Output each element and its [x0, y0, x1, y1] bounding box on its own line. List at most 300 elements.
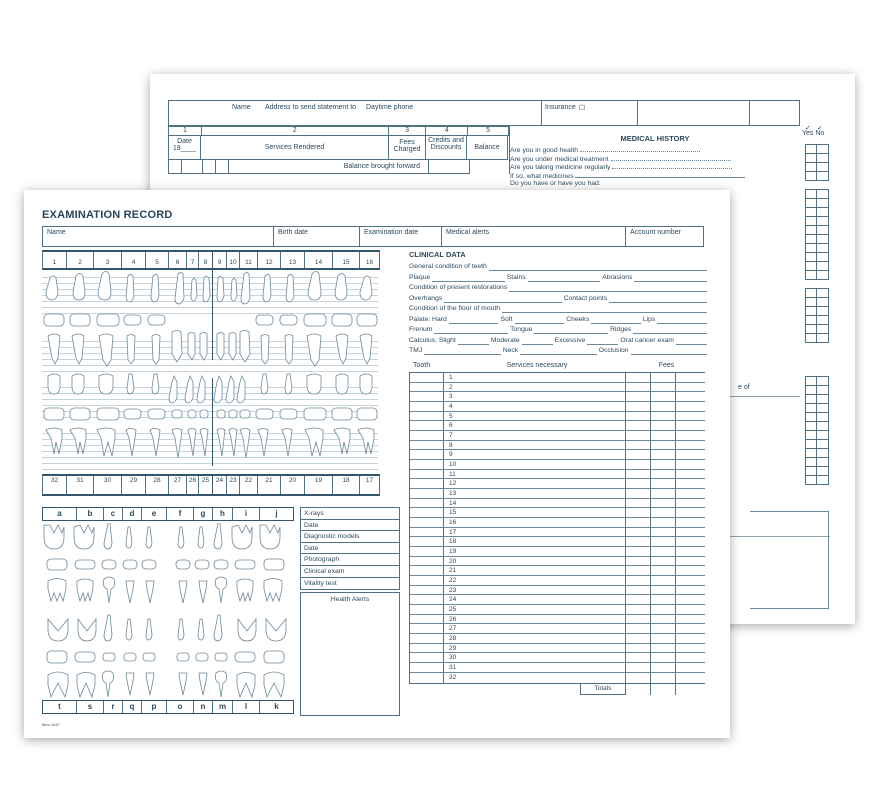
fee-cell[interactable]: [676, 412, 705, 421]
fee-cell[interactable]: [651, 479, 676, 488]
fee-cell[interactable]: [626, 431, 651, 440]
fee-cell[interactable]: [651, 489, 676, 498]
insurance-checkbox[interactable]: ☐: [579, 105, 586, 112]
insurance-cell[interactable]: [541, 101, 638, 125]
table-row: [410, 392, 705, 402]
tooth-cell[interactable]: [410, 615, 444, 624]
table-row: [410, 644, 705, 654]
tooth-number[interactable]: 22: [239, 476, 257, 494]
clinical-data-section: [409, 250, 709, 357]
tooth-cell[interactable]: [410, 412, 444, 421]
header-blank-cell[interactable]: [637, 101, 750, 125]
tooth-cell[interactable]: [410, 431, 444, 440]
table-row: [410, 605, 705, 615]
clinical-line[interactable]: Plaque Stains Abrasions: [409, 273, 709, 284]
fee-cell[interactable]: [651, 499, 676, 508]
partial-question: e of: [738, 384, 750, 391]
col-date-label: Date: [177, 138, 192, 145]
fee-cell[interactable]: [676, 537, 705, 546]
fee-cell[interactable]: [626, 518, 651, 527]
table-row: [410, 431, 705, 441]
table-row: [410, 460, 705, 470]
primary-tooth-letter[interactable]: s: [76, 701, 103, 713]
record-vitality-test[interactable]: Vitality test: [304, 579, 337, 587]
fee-cell[interactable]: [626, 460, 651, 469]
fee-cell[interactable]: [676, 547, 705, 556]
fee-cell[interactable]: [651, 634, 676, 643]
service-cell[interactable]: 20: [444, 557, 626, 566]
name-field[interactable]: Name: [43, 227, 274, 246]
tooth-cell[interactable]: [410, 537, 444, 546]
fee-cell[interactable]: [626, 653, 651, 662]
fee-cell[interactable]: [651, 586, 676, 595]
health-alerts-label: Health Alerts: [330, 596, 370, 603]
fee-cell[interactable]: [676, 615, 705, 624]
service-cell[interactable]: 22: [444, 576, 626, 585]
mh-question: Are you taking medicine regularly: [510, 163, 800, 172]
tooth-number[interactable]: 23: [226, 476, 239, 494]
tooth-number[interactable]: 27: [168, 476, 186, 494]
fee-cell[interactable]: [626, 663, 651, 672]
tooth-number[interactable]: 8: [198, 252, 212, 268]
yes-no-checkboxes[interactable]: [805, 288, 829, 343]
tooth-number[interactable]: 10: [226, 252, 239, 268]
mh-question: Do you have or have you had:: [510, 180, 601, 187]
address-label: Address to send statement to: [265, 104, 357, 111]
tooth-cell[interactable]: [410, 402, 444, 411]
totals-cell[interactable]: [675, 684, 705, 695]
tooth-number[interactable]: 30: [93, 476, 121, 494]
tooth-cell[interactable]: [410, 499, 444, 508]
upper-tooth-number-bar: [42, 250, 380, 270]
tooth-cell[interactable]: [410, 576, 444, 585]
record-xrays[interactable]: X-rays: [301, 508, 399, 520]
tooth-cell[interactable]: [410, 489, 444, 498]
medical-alerts-field[interactable]: Medical alerts: [442, 227, 626, 246]
tooth-cell[interactable]: [410, 605, 444, 614]
service-cell[interactable]: 14: [444, 499, 626, 508]
tooth-cell[interactable]: [410, 441, 444, 450]
ledger-cell[interactable]: [429, 160, 470, 174]
tooth-number[interactable]: 19: [304, 476, 332, 494]
fee-cell[interactable]: [676, 479, 705, 488]
tooth-number[interactable]: 17: [359, 476, 379, 494]
fee-cell[interactable]: [651, 441, 676, 450]
service-cell[interactable]: 2: [444, 383, 626, 392]
service-cell[interactable]: 23: [444, 586, 626, 595]
tooth-number[interactable]: 11: [239, 252, 257, 268]
primary-tooth-letter[interactable]: t: [58, 702, 61, 711]
clinical-line[interactable]: TMJ Neck Occlusion: [409, 346, 709, 357]
fee-cell[interactable]: [651, 412, 676, 421]
tooth-number[interactable]: 14: [304, 252, 332, 268]
service-cell[interactable]: 27: [444, 624, 626, 633]
tooth-cell[interactable]: [410, 624, 444, 633]
fee-cell[interactable]: [676, 673, 705, 683]
yes-no-checkboxes[interactable]: [805, 376, 829, 485]
fee-cell[interactable]: [651, 547, 676, 556]
fee-cell[interactable]: [676, 576, 705, 585]
fee-cell[interactable]: [626, 615, 651, 624]
service-cell[interactable]: 25: [444, 605, 626, 614]
ledger-cell[interactable]: [216, 160, 229, 174]
fee-cell[interactable]: [626, 441, 651, 450]
fee-cell[interactable]: [676, 460, 705, 469]
service-cell[interactable]: 1: [444, 373, 626, 382]
yes-no-checkboxes[interactable]: [805, 144, 829, 181]
fee-cell[interactable]: [651, 673, 676, 683]
totals-cell[interactable]: [625, 684, 650, 695]
service-cell[interactable]: 19: [444, 547, 626, 556]
fee-cell[interactable]: [651, 624, 676, 633]
tooth-number[interactable]: 29: [121, 476, 145, 494]
services-table-header: [409, 362, 705, 372]
fee-cell[interactable]: [626, 373, 651, 382]
tooth-cell[interactable]: [410, 421, 444, 430]
service-cell[interactable]: 31: [444, 663, 626, 672]
check-icon: ✓: [816, 125, 823, 132]
tooth-cell[interactable]: [410, 479, 444, 488]
fee-cell[interactable]: [626, 392, 651, 401]
primary-tooth-letter[interactable]: i: [232, 508, 259, 520]
table-row: [410, 402, 705, 412]
fee-cell[interactable]: [651, 421, 676, 430]
service-cell[interactable]: 17: [444, 528, 626, 537]
tooth-number[interactable]: 18: [332, 476, 359, 494]
service-cell[interactable]: 32: [444, 673, 626, 683]
clinical-line[interactable]: Palate: Hard Soft Cheeks Lips: [409, 315, 709, 326]
tooth-number[interactable]: 20: [280, 476, 304, 494]
fee-cell[interactable]: [651, 383, 676, 392]
service-cell[interactable]: 6: [444, 421, 626, 430]
primary-tooth-letter[interactable]: j: [259, 508, 293, 520]
examination-record-sheet: [24, 190, 730, 738]
ledger-cell[interactable]: [169, 160, 182, 174]
clinical-line[interactable]: Overhangs Contact points: [409, 294, 709, 305]
birth-date-field[interactable]: Birth date: [274, 227, 360, 246]
fee-cell[interactable]: [626, 537, 651, 546]
totals-row: [409, 684, 705, 695]
tooth-number[interactable]: 21: [257, 476, 280, 494]
tooth-cell[interactable]: [410, 518, 444, 527]
fee-cell[interactable]: [676, 663, 705, 672]
tooth-number[interactable]: 5: [145, 252, 168, 268]
fee-cell[interactable]: [651, 392, 676, 401]
fee-cell[interactable]: [676, 605, 705, 614]
tooth-number[interactable]: 31: [66, 476, 93, 494]
service-cell[interactable]: 3: [444, 392, 626, 401]
tooth-number[interactable]: 25: [198, 476, 212, 494]
tooth-number[interactable]: 15: [332, 252, 359, 268]
primary-tooth-letter[interactable]: l: [232, 701, 259, 713]
fee-cell[interactable]: [626, 557, 651, 566]
fee-cell[interactable]: [626, 644, 651, 653]
fee-cell[interactable]: [626, 605, 651, 614]
service-cell[interactable]: 11: [444, 470, 626, 479]
table-row: [410, 673, 705, 683]
fee-cell[interactable]: [626, 547, 651, 556]
mh-question: If so, what medicines: [510, 172, 800, 181]
primary-tooth-letter[interactable]: d: [122, 508, 141, 520]
fee-cell[interactable]: [651, 518, 676, 527]
fee-cell[interactable]: [651, 615, 676, 624]
tooth-cell[interactable]: [410, 653, 444, 662]
clinical-line[interactable]: General condition of teeth: [409, 262, 709, 273]
fee-cell[interactable]: [651, 402, 676, 411]
service-cell[interactable]: 21: [444, 566, 626, 575]
patient-contact-header: [168, 100, 800, 126]
balance-forward-label: Balance brought forward: [229, 160, 429, 174]
primary-tooth-letter[interactable]: b: [76, 508, 103, 520]
fee-cell[interactable]: [626, 421, 651, 430]
service-cell[interactable]: 10: [444, 460, 626, 469]
service-cell[interactable]: 5: [444, 412, 626, 421]
service-cell[interactable]: 30: [444, 653, 626, 662]
col-fees: Fees: [658, 362, 675, 369]
fee-cell[interactable]: [651, 653, 676, 662]
fee-cell[interactable]: [651, 460, 676, 469]
fee-cell[interactable]: [676, 402, 705, 411]
fee-cell[interactable]: [626, 470, 651, 479]
service-cell[interactable]: 15: [444, 508, 626, 517]
teeth-outline-icon: [42, 270, 378, 470]
record-diagnostic-models[interactable]: Diagnostic models: [301, 531, 399, 543]
fee-cell[interactable]: [651, 528, 676, 537]
permanent-tooth-chart[interactable]: [42, 270, 378, 470]
fee-cell[interactable]: [626, 450, 651, 459]
fee-cell[interactable]: [626, 489, 651, 498]
fee-cell[interactable]: [676, 392, 705, 401]
tooth-number[interactable]: 26: [186, 476, 198, 494]
fee-cell[interactable]: [626, 402, 651, 411]
service-cell[interactable]: 13: [444, 489, 626, 498]
tooth-cell[interactable]: [410, 528, 444, 537]
contact-cell[interactable]: [169, 101, 542, 125]
tooth-cell[interactable]: [410, 470, 444, 479]
table-row: [410, 557, 705, 567]
fee-cell[interactable]: [626, 624, 651, 633]
tooth-cell[interactable]: [410, 663, 444, 672]
service-cell[interactable]: 24: [444, 595, 626, 604]
primary-tooth-letter[interactable]: p: [141, 701, 166, 713]
table-row: [410, 479, 705, 489]
medical-history-title: MEDICAL HISTORY: [620, 134, 690, 143]
table-row: [410, 383, 705, 393]
no-label: No: [815, 130, 825, 137]
service-cell[interactable]: 4: [444, 402, 626, 411]
primary-tooth-letter[interactable]: e: [141, 508, 166, 520]
tooth-number[interactable]: 7: [186, 252, 198, 268]
check-icon: ✓: [805, 125, 811, 132]
fee-cell[interactable]: [626, 508, 651, 517]
fee-cell[interactable]: [676, 566, 705, 575]
fee-cell[interactable]: [676, 518, 705, 527]
fee-cell[interactable]: [676, 470, 705, 479]
service-cell[interactable]: 7: [444, 431, 626, 440]
fee-cell[interactable]: [676, 441, 705, 450]
clinical-line[interactable]: Frenum Tongue Ridges: [409, 325, 709, 336]
tooth-number[interactable]: 4: [121, 252, 145, 268]
fee-cell[interactable]: [626, 499, 651, 508]
record-clinical-exam[interactable]: Clinical exam: [301, 566, 399, 578]
fee-cell[interactable]: [626, 479, 651, 488]
col-services: Services Rendered: [201, 136, 389, 160]
fee-cell[interactable]: [676, 644, 705, 653]
service-cell[interactable]: 26: [444, 615, 626, 624]
tooth-number[interactable]: 9: [212, 252, 226, 268]
insurance-label: Insurance: [545, 104, 576, 111]
table-row: [410, 576, 705, 586]
patient-id-row: [42, 226, 704, 247]
fee-cell[interactable]: [626, 586, 651, 595]
fee-cell[interactable]: [676, 489, 705, 498]
fee-cell[interactable]: [651, 566, 676, 575]
primary-tooth-letter[interactable]: c: [103, 508, 122, 520]
clinical-line[interactable]: Condition of the floor of mouth: [409, 304, 709, 315]
exam-date-field[interactable]: Examination date: [360, 227, 442, 246]
record-photograph[interactable]: Photograph: [301, 554, 399, 566]
fee-cell[interactable]: [626, 412, 651, 421]
page-title: EXAMINATION RECORD: [42, 209, 173, 221]
primary-tooth-letter[interactable]: r: [103, 701, 122, 713]
ledger-cell[interactable]: [203, 160, 216, 174]
totals-cell[interactable]: [650, 684, 675, 695]
fee-cell[interactable]: [676, 557, 705, 566]
fee-cell[interactable]: [651, 470, 676, 479]
primary-tooth-letter[interactable]: g: [193, 508, 212, 520]
primary-tooth-letter[interactable]: m: [212, 701, 232, 713]
service-cell[interactable]: 29: [444, 644, 626, 653]
fee-cell[interactable]: [676, 624, 705, 633]
primary-tooth-letter[interactable]: o: [166, 701, 193, 713]
service-cell[interactable]: 18: [444, 537, 626, 546]
fee-cell[interactable]: [626, 383, 651, 392]
tooth-cell[interactable]: [410, 634, 444, 643]
tooth-number[interactable]: 2: [66, 252, 93, 268]
fee-cell[interactable]: [651, 450, 676, 459]
account-number-field[interactable]: Account number: [630, 229, 681, 236]
fee-cell[interactable]: [651, 644, 676, 653]
totals-label: Totals: [580, 684, 625, 695]
tooth-cell[interactable]: [410, 373, 444, 382]
service-cell[interactable]: 9: [444, 450, 626, 459]
fee-cell[interactable]: [676, 528, 705, 537]
table-row: [410, 624, 705, 634]
phone-label: Daytime phone: [366, 104, 414, 111]
fee-cell[interactable]: [676, 595, 705, 604]
table-row: [410, 528, 705, 538]
fee-cell[interactable]: [651, 595, 676, 604]
fee-cell[interactable]: [651, 431, 676, 440]
fee-cell[interactable]: [676, 421, 705, 430]
tooth-cell[interactable]: [410, 673, 444, 683]
fee-cell[interactable]: [676, 450, 705, 459]
fee-cell[interactable]: [676, 508, 705, 517]
tooth-cell[interactable]: [410, 392, 444, 401]
services-table-body: [409, 372, 705, 684]
fee-cell[interactable]: [676, 499, 705, 508]
service-cell[interactable]: 28: [444, 634, 626, 643]
tooth-number[interactable]: 13: [280, 252, 304, 268]
fee-cell[interactable]: [676, 634, 705, 643]
primary-tooth-letter[interactable]: n: [193, 701, 212, 713]
table-row: [410, 489, 705, 499]
fee-cell[interactable]: [676, 383, 705, 392]
tooth-cell[interactable]: [410, 547, 444, 556]
tooth-cell[interactable]: [410, 595, 444, 604]
col-tooth: Tooth: [413, 362, 431, 369]
fee-cell[interactable]: [676, 586, 705, 595]
fee-cell[interactable]: [651, 537, 676, 546]
fee-cell[interactable]: [676, 373, 705, 382]
fee-cell[interactable]: [626, 673, 651, 683]
tooth-cell[interactable]: [410, 460, 444, 469]
fee-cell[interactable]: [626, 566, 651, 575]
tooth-cell[interactable]: [410, 383, 444, 392]
fee-cell[interactable]: [651, 663, 676, 672]
tooth-cell[interactable]: [410, 508, 444, 517]
fee-cell[interactable]: [626, 634, 651, 643]
primary-tooth-letter[interactable]: q: [122, 701, 141, 713]
fee-cell[interactable]: [676, 431, 705, 440]
yes-no-header: [802, 124, 824, 137]
tooth-cell[interactable]: [410, 557, 444, 566]
fee-cell[interactable]: [626, 576, 651, 585]
clinical-line[interactable]: Condition of present restorations: [409, 283, 709, 294]
table-row: [410, 499, 705, 509]
record-date[interactable]: Date: [301, 543, 399, 555]
health-alerts-box[interactable]: [300, 592, 400, 716]
fee-cell[interactable]: [651, 557, 676, 566]
tooth-number[interactable]: 1: [52, 259, 57, 266]
tooth-cell[interactable]: [410, 566, 444, 575]
fee-cell[interactable]: [626, 595, 651, 604]
tooth-cell[interactable]: [410, 644, 444, 653]
tooth-cell[interactable]: [410, 586, 444, 595]
tooth-number[interactable]: 3: [93, 252, 121, 268]
table-row: [410, 566, 705, 576]
fee-cell[interactable]: [651, 605, 676, 614]
tooth-number[interactable]: 12: [257, 252, 280, 268]
primary-tooth-letter[interactable]: h: [212, 508, 232, 520]
service-cell[interactable]: 16: [444, 518, 626, 527]
fee-cell[interactable]: [676, 653, 705, 662]
fee-cell[interactable]: [626, 528, 651, 537]
primary-teeth-outline-icon[interactable]: [42, 523, 292, 699]
clinical-line[interactable]: Calculus: Slight Moderate Excessive Oral cancer exam: [409, 336, 709, 347]
record-date[interactable]: Date: [301, 520, 399, 532]
fee-cell[interactable]: [651, 576, 676, 585]
tooth-number[interactable]: 28: [145, 476, 168, 494]
primary-tooth-letter[interactable]: a: [57, 509, 62, 518]
primary-tooth-letter[interactable]: f: [166, 508, 193, 520]
service-cell[interactable]: 12: [444, 479, 626, 488]
table-row: [410, 450, 705, 460]
tooth-number[interactable]: 32: [50, 477, 59, 484]
ledger-cell[interactable]: [182, 160, 203, 174]
primary-tooth-letter[interactable]: k: [259, 701, 293, 713]
notes-box[interactable]: [750, 511, 829, 609]
fee-cell[interactable]: [651, 373, 676, 382]
tooth-number[interactable]: 24: [212, 476, 226, 494]
tooth-number[interactable]: 16: [359, 252, 379, 268]
table-row: [410, 634, 705, 644]
service-cell[interactable]: 8: [444, 441, 626, 450]
tooth-cell[interactable]: [410, 450, 444, 459]
yes-no-checkboxes[interactable]: [805, 189, 829, 280]
tooth-number[interactable]: 6: [168, 252, 186, 268]
fee-cell[interactable]: [651, 508, 676, 517]
